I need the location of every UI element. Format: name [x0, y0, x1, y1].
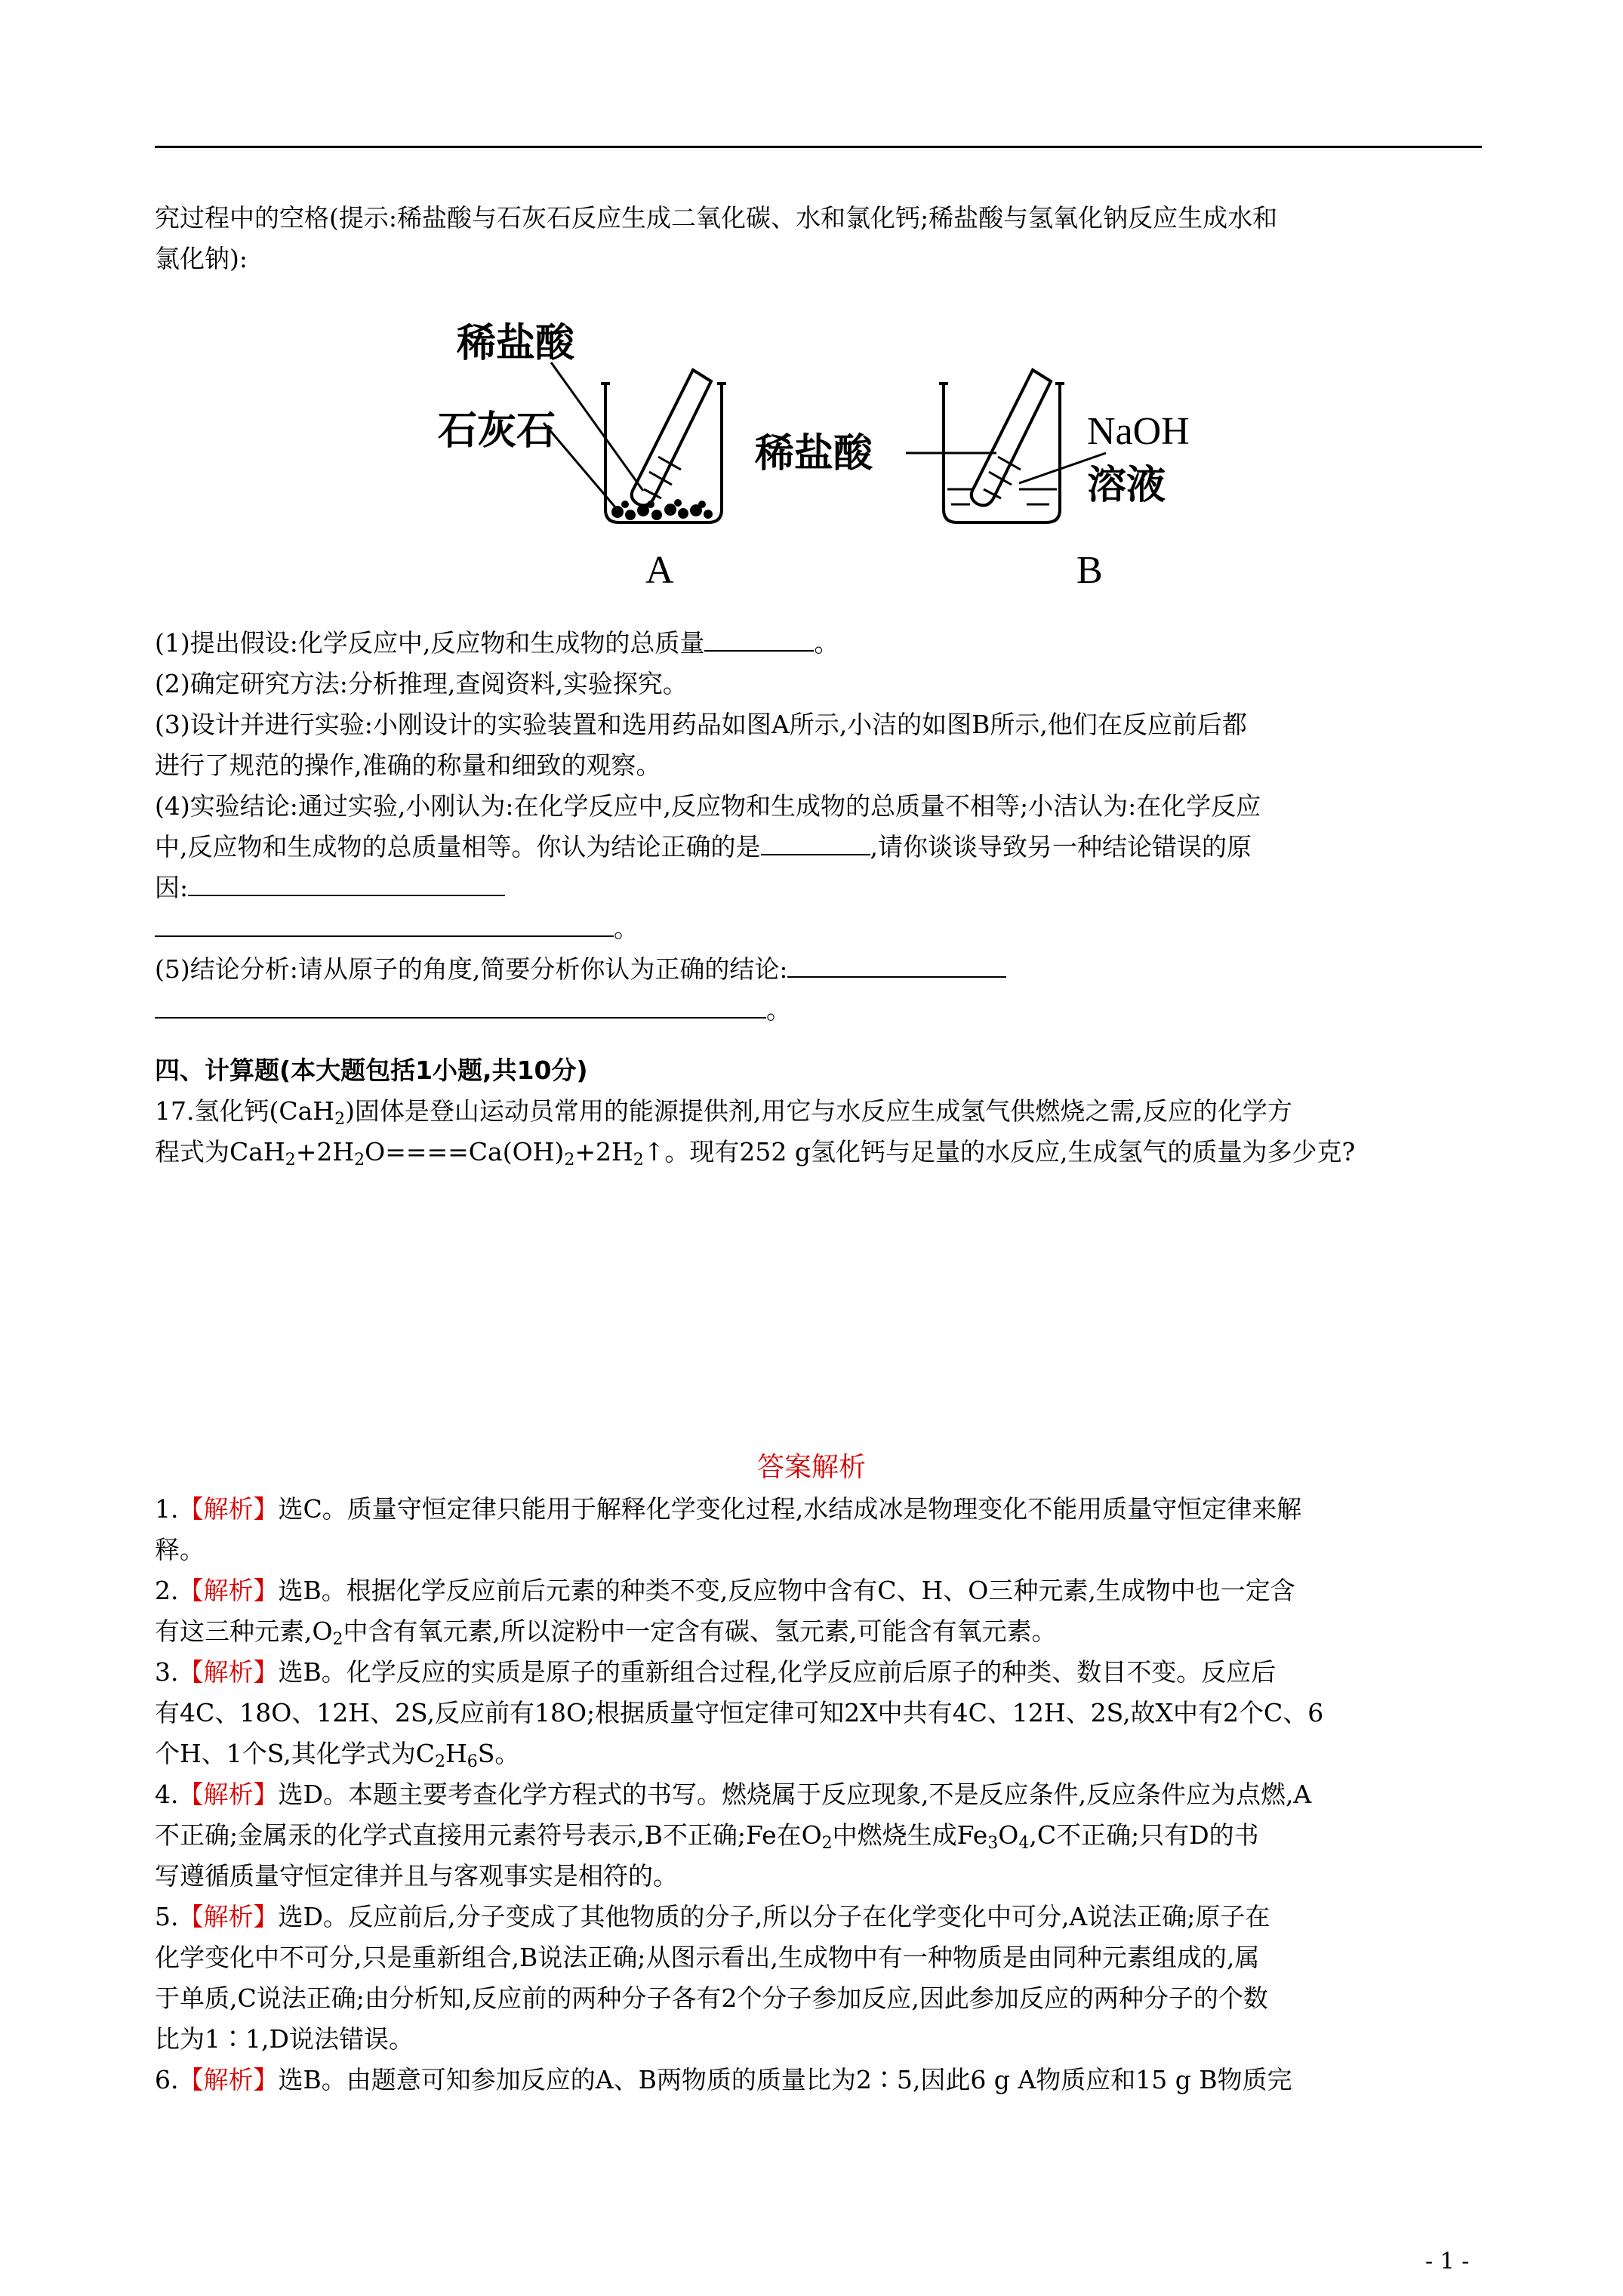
q17-text-b: )固体是登山运动员常用的能源提供剂,用它与水反应生成氢气供燃烧之需,反应的化学方: [345, 1096, 1292, 1126]
answers-block: [155, 1489, 1483, 2100]
answer-text: 选D。反应前后,分子变成了其他物质的分子,所以分子在化学变化中可分,A说法正确;原子在: [278, 1902, 1270, 1931]
q17-eq-a: 程式为CaH: [155, 1137, 285, 1166]
answer-4-line-2: [155, 1815, 1483, 1856]
answer-text: 中燃烧生成Fe: [832, 1820, 988, 1850]
beaker-diagram: [423, 310, 1223, 596]
answer-2-line-2: [155, 1611, 1483, 1652]
answer-text: 选B。化学反应的实质是原子的重新组合过程,化学反应前后原子的种类、数目不变。反应后: [278, 1657, 1277, 1687]
limestone-pieces: [611, 499, 713, 520]
section-four-heading: 四、计算题(本大题包括1小题,共10分): [155, 1056, 588, 1085]
step-4b-pre: 中,反应物和生成物的总质量相等。你认为结论正确的是: [155, 832, 761, 861]
label-b-naoh: NaOH: [1087, 410, 1190, 453]
q17-sub-a: 2: [334, 1110, 346, 1129]
label-a-limestone: 石灰石: [438, 408, 556, 454]
answer-1-line-2: 释。: [155, 1535, 205, 1564]
answer-text: 选D。本题主要考查化学方程式的书写。燃烧属于反应现象,不是反应条件,反应条件应为点燃,A: [278, 1780, 1312, 1809]
question-17-line-2: [155, 1132, 1483, 1173]
experiment-figure: [423, 310, 1223, 596]
answer-text: 有这三种元素,O: [155, 1616, 333, 1646]
intro-line-2: 氯化钠):: [155, 244, 248, 273]
subscript: 2: [821, 1834, 833, 1853]
answer-blank-5[interactable]: [787, 951, 1006, 978]
analysis-tag: 【解析】: [178, 1576, 279, 1605]
subscript: 2: [434, 1752, 445, 1771]
answer-number: 5.: [155, 1902, 179, 1931]
answer-blank-1[interactable]: [704, 624, 814, 652]
intro-block: [155, 198, 1483, 279]
label-a-acid: 稀盐酸: [457, 321, 575, 366]
step-5-text: (5)结论分析:请从原子的角度,简要分析你认为正确的结论:: [155, 954, 788, 984]
answer-text: 个H、1个S,其化学式为C: [155, 1739, 435, 1768]
step-1-end: 。: [814, 628, 839, 658]
subscript: 6: [467, 1752, 478, 1771]
q17-eq-sub-2: 2: [354, 1151, 365, 1170]
q17-eq-d: +2H: [574, 1137, 633, 1166]
step-1-text: (1)提出假设:化学反应中,反应物和生成物的总质量: [155, 628, 705, 658]
answer-number: 4.: [155, 1780, 179, 1809]
analysis-tag: 【解析】: [178, 1657, 279, 1687]
analysis-tag: 【解析】: [178, 1494, 279, 1524]
step-3b: 进行了规范的操作,准确的称量和细致的观察。: [155, 750, 661, 780]
answer-2-line-1: [155, 1570, 1483, 1611]
answer-text: 选C。质量守恒定律只能用于解释化学变化过程,水结成冰是物理变化不能用质量守恒定律来解: [278, 1494, 1302, 1524]
answer-6-line-1: [155, 2060, 1483, 2100]
answer-text: 中含有氧元素,所以淀粉中一定含有碳、氢元素,可能含有氧元素。: [343, 1616, 1057, 1646]
answer-blank-4[interactable]: [155, 910, 614, 937]
answer-text: S。: [477, 1739, 520, 1768]
subscript: 4: [1018, 1834, 1030, 1853]
q17-text-a: 17.氢化钙(CaH: [155, 1096, 335, 1126]
step-3a: (3)设计并进行实验:小刚设计的实验装置和选用药品如图A所示,小洁的如图B所示,他们在反应前后都: [155, 710, 1247, 739]
answer-blank-3[interactable]: [188, 869, 505, 896]
step-4b-post: ,请你谈谈导致另一种结论错误的原: [870, 832, 1252, 861]
steps-block: [155, 623, 1483, 1031]
page-number: - 1 -: [1425, 2248, 1470, 2275]
label-b-solution: 溶液: [1087, 463, 1166, 508]
answer-text: 选B。根据化学反应前后元素的种类不变,反应物中含有C、H、O三种元素,生成物中也一定含: [278, 1576, 1295, 1605]
answer-number: 1.: [155, 1494, 179, 1524]
analysis-tag: 【解析】: [178, 2065, 279, 2094]
answer-1-line-1: [155, 1489, 1483, 1530]
step-5b: [155, 990, 1483, 1031]
answer-5-line-1: [155, 1897, 1483, 1937]
answer-3-line-2: 有4C、18O、12H、2S,反应前有18O;根据质量守恒定律可知2X中共有4C、12H、2S,故X中有2个C、6: [155, 1698, 1324, 1727]
beaker-b: [906, 370, 1106, 522]
q17-eq-sub-4: 2: [633, 1151, 644, 1170]
q17-eq-sub-1: 2: [285, 1151, 296, 1170]
answer-text: H: [445, 1739, 467, 1768]
label-b-acid: 稀盐酸: [755, 431, 873, 476]
answer-4-line-3: 写遵循质量守恒定律并且与客观事实是相符的。: [155, 1861, 678, 1891]
intro-line-1: 究过程中的空格(提示:稀盐酸与石灰石反应生成二氧化碳、水和氯化钙;稀盐酸与氢氧化钠反应生成水和: [155, 203, 1278, 233]
answer-text: 选B。由题意可知参加反应的A、B两物质的质量比为2∶5,因此6 g A物质应和15 g B物质完: [278, 2065, 1292, 2094]
step-4a: (4)实验结论:通过实验,小刚认为:在化学反应中,反应物和生成物的总质量不相等;小洁认为:在化学反应: [155, 791, 1261, 821]
answer-text: O: [998, 1820, 1019, 1850]
question-17-line-1: [155, 1091, 1483, 1132]
step-4b: [155, 827, 1483, 868]
step-4d-end: 。: [614, 914, 639, 943]
answer-blank-2[interactable]: [761, 828, 870, 855]
answer-number: 6.: [155, 2065, 179, 2094]
answer-number: 3.: [155, 1657, 179, 1687]
label-a-letter: A: [645, 549, 674, 592]
step-4c-text: 因:: [155, 873, 189, 902]
answer-3-line-3: [155, 1734, 1483, 1774]
step-5-end: 。: [766, 995, 791, 1025]
section-four: [155, 1050, 1483, 1173]
step-5: [155, 949, 1483, 990]
q17-eq-b: +2H: [295, 1137, 355, 1166]
label-b-letter: B: [1076, 549, 1103, 592]
q17-eq-e: ↑。现有252 g氢化钙与足量的水反应,生成氢气的质量为多少克?: [643, 1137, 1356, 1166]
q17-eq-sub-3: 2: [564, 1151, 575, 1170]
answer-5-line-2: 化学变化中不可分,只是重新组合,B说法正确;从图示看出,生成物中有一种物质是由同种元素组成的,属: [155, 1943, 1260, 1972]
answer-text: ,C不正确;只有D的书: [1029, 1820, 1259, 1850]
answer-blank-6[interactable]: [155, 991, 766, 1019]
step-4c: [155, 868, 1483, 908]
analysis-tag: 【解析】: [178, 1902, 279, 1931]
step-2: (2)确定研究方法:分析推理,查阅资料,实验探究。: [155, 669, 688, 698]
beaker-a: [544, 362, 726, 522]
answer-5-line-3: 于单质,C说法正确;由分析知,反应前的两种分子各有2个分子参加反应,因此参加反应的两种分子的个数: [155, 1983, 1268, 2013]
answer-section-title: 答案解析: [756, 1452, 866, 1483]
step-4d: [155, 908, 1483, 949]
q17-eq-c: O====Ca(OH): [365, 1137, 565, 1166]
subscript: 2: [332, 1630, 343, 1649]
answer-text: 不正确;金属汞的化学式直接用元素符号表示,B不正确;Fe在O: [155, 1820, 822, 1850]
header-rule: [155, 146, 1482, 148]
answer-5-line-4: 比为1∶1,D说法错误。: [155, 2024, 414, 2054]
analysis-tag: 【解析】: [178, 1780, 279, 1809]
answer-3-line-1: [155, 1652, 1483, 1693]
step-1: [155, 623, 1483, 664]
subscript: 3: [987, 1834, 999, 1853]
answer-4-line-1: [155, 1774, 1483, 1815]
answer-number: 2.: [155, 1576, 179, 1605]
